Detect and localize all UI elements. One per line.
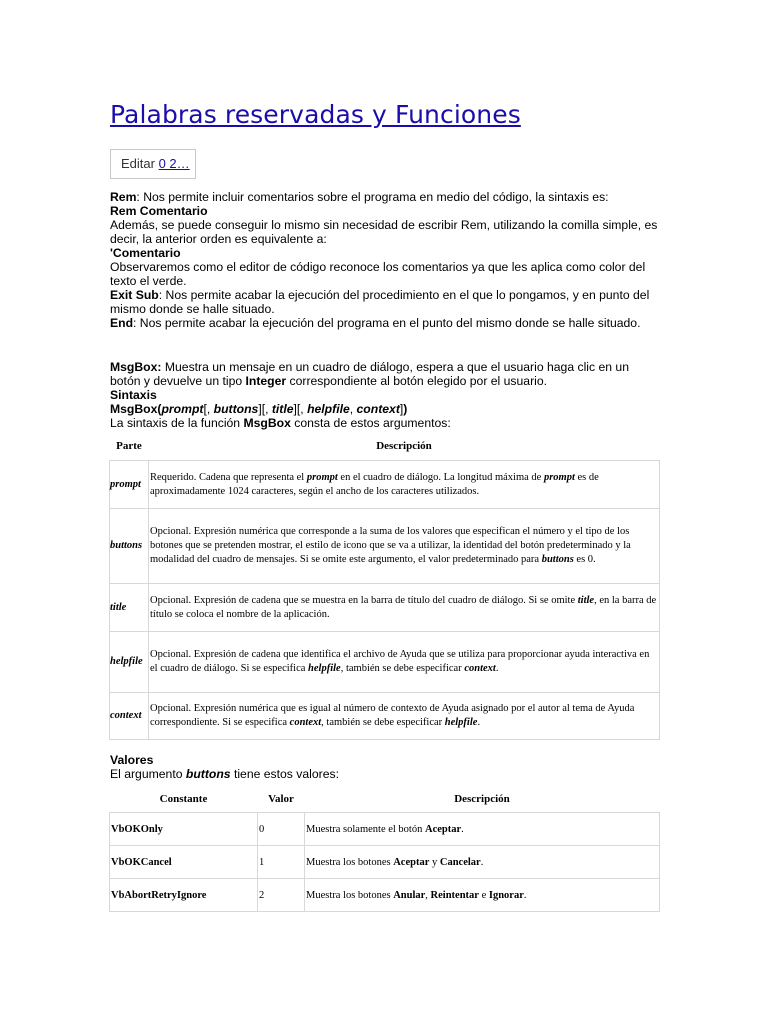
constant-name: VbOKCancel xyxy=(110,846,258,879)
exit-text: : Nos permite acabar la ejecución del procedimiento en el que lo pongamos, y en punto del mismo donde se halle situado. xyxy=(110,288,650,316)
desc-text: es 0. xyxy=(573,554,596,565)
args-text-1: La sintaxis de la función xyxy=(110,416,244,430)
header-descripcion: Descripción xyxy=(454,793,510,805)
table-row xyxy=(110,509,660,584)
msgbox-section xyxy=(110,360,660,430)
header-parte: Parte xyxy=(116,440,142,452)
desc-keyword: buttons xyxy=(541,554,574,565)
desc-text: Muestra los botones xyxy=(306,889,394,901)
desc-keyword: title xyxy=(577,594,595,606)
arg-name: buttons xyxy=(110,509,149,584)
desc-text: Opcional. Expresión de cadena que identifica el archivo de Ayuda que se utiliza para proporcionar ayuda interactiva en el cuadro de diálogo. Si se especifica xyxy=(150,649,650,674)
syntax-prompt: prompt xyxy=(161,402,204,416)
syntax-heading-text: Sintaxis xyxy=(110,388,157,402)
constant-description xyxy=(305,846,660,879)
desc-text: Muestra solamente el botón xyxy=(306,823,425,835)
args-text-2: consta de estos argumentos: xyxy=(290,416,451,430)
desc-text: . xyxy=(523,889,527,901)
button-name: Reintentar xyxy=(430,889,479,901)
desc-keyword: context xyxy=(289,717,322,728)
desc-text: e xyxy=(478,889,489,901)
arg-name: context xyxy=(110,693,149,740)
desc-text: Opcional. Expresión de cadena que se muestra en la barra de título del cuadro de diálogo. Si se omite xyxy=(150,594,578,606)
arg-name: helpfile xyxy=(110,632,149,693)
desc-text: . xyxy=(495,663,499,674)
button-name: Aceptar xyxy=(424,823,462,835)
syntax-buttons: buttons xyxy=(213,402,259,416)
desc-text: , xyxy=(425,889,431,901)
desc-keyword: prompt xyxy=(306,471,338,483)
rem-text: : Nos permite incluir comentarios sobre el programa en medio del código, la sintaxis es: xyxy=(136,190,609,204)
arguments-table xyxy=(109,432,660,740)
desc-keyword: helpfile xyxy=(308,663,341,674)
desc-text: . xyxy=(461,823,464,835)
desc-text: Opcional. Expresión numérica que corresponde a la suma de los valores que especifican el número y el tipo de los botones que se pretenden mostrar, el estilo de icono que se va a utilizar, la identidad del botón predeterminado y la modalidad del cuadro de mensajes. Si se omite este argumento, el valor predeterminado para xyxy=(150,526,631,565)
constant-value: 0 xyxy=(258,813,305,846)
syntax-sep-3: ][, xyxy=(293,402,308,416)
end-text: : Nos permite acabar la ejecución del programa en el punto del mismo donde se halle situado. xyxy=(133,316,641,330)
integer-term: Integer xyxy=(245,374,287,388)
desc-text: Requerido. Cadena que representa el xyxy=(150,471,307,483)
constant-description xyxy=(305,879,660,912)
constant-value: 2 xyxy=(258,879,305,912)
arg-description xyxy=(149,693,660,740)
desc-text: en el cuadro de diálogo. La longitud máxima de xyxy=(337,471,544,483)
edit-link[interactable]: 0 2… xyxy=(158,156,190,171)
desc-keyword: helpfile xyxy=(444,717,478,728)
comment-text: Observaremos como el editor de código reconoce los comentarios ya que les aplica como color del texto el verde. xyxy=(110,260,646,288)
syntax-close: ) xyxy=(403,402,408,416)
rem-paragraph xyxy=(110,190,660,204)
syntax-line xyxy=(110,402,660,416)
arg-description xyxy=(149,461,660,509)
valores-text-2: tiene estos valores: xyxy=(230,767,339,781)
valores-intro xyxy=(110,767,660,781)
button-name: Aceptar xyxy=(393,856,430,868)
end-term: End xyxy=(110,316,134,330)
rem-syntax-text: Rem Comentario xyxy=(110,204,208,218)
valores-heading-text: Valores xyxy=(110,753,154,767)
comment-syntax xyxy=(110,246,660,260)
valores-section xyxy=(110,753,660,781)
desc-text: . xyxy=(480,856,484,868)
constant-name: VbAbortRetryIgnore xyxy=(110,879,258,912)
syntax-helpfile: helpfile xyxy=(307,402,350,416)
syntax-heading xyxy=(110,388,660,402)
button-name: Anular xyxy=(393,889,426,901)
rem-syntax xyxy=(110,204,660,218)
table-row xyxy=(110,461,660,509)
arg-name: prompt xyxy=(110,461,149,509)
table-row xyxy=(110,846,660,879)
edit-box xyxy=(110,149,196,179)
constant-description xyxy=(305,813,660,846)
desc-text: Opcional. Expresión numérica que es igual al número de contexto de Ayuda asignado por el autor al tema de Ayuda correspondiente. Si se especifica xyxy=(150,703,635,728)
desc-text: y xyxy=(429,856,440,868)
syntax-sep-1: [, xyxy=(203,402,214,416)
syntax-title: title xyxy=(271,402,294,416)
desc-text: . xyxy=(477,717,481,728)
syntax-sep-4: , xyxy=(349,402,357,416)
button-name: Cancelar xyxy=(439,856,481,868)
desc-text: , en la barra de título se coloca el nombre de la aplicación. xyxy=(150,594,657,620)
table-row xyxy=(110,879,660,912)
valores-heading xyxy=(110,753,660,767)
header-valor: Valor xyxy=(268,793,294,805)
values-table xyxy=(109,786,660,912)
msgbox-text-2: correspondiente al botón elegido por el usuario. xyxy=(286,374,548,388)
edit-label: Editar xyxy=(121,156,155,171)
desc-text: es de aproximadamente 1024 caracteres, según el ancho de los caracteres utilizados. xyxy=(150,471,599,497)
header-descripcion: Descripción xyxy=(376,440,432,452)
desc-keyword: prompt xyxy=(543,471,575,483)
msgbox-term: MsgBox: xyxy=(110,360,162,374)
arg-name: title xyxy=(110,584,149,632)
constant-name: VbOKOnly xyxy=(110,813,258,846)
table-row xyxy=(110,693,660,740)
constant-value: 1 xyxy=(258,846,305,879)
exit-paragraph xyxy=(110,288,660,316)
intro-section xyxy=(110,190,660,330)
button-name: Ignorar xyxy=(488,889,524,901)
syntax-context: context xyxy=(356,402,400,416)
desc-text: , también se debe especificar xyxy=(321,717,445,728)
desc-text: , también se debe especificar xyxy=(340,663,465,674)
desc-text: Muestra los botones xyxy=(306,856,394,868)
exit-term: Exit Sub xyxy=(110,288,159,302)
syntax-sep-2: ][, xyxy=(258,402,272,416)
arg-description xyxy=(149,584,660,632)
syntax-fn: MsgBox( xyxy=(110,402,162,416)
valores-buttons: buttons xyxy=(185,767,231,781)
args-fn: MsgBox xyxy=(243,416,291,430)
rem-more: Además, se puede conseguir lo mismo sin necesidad de escribir Rem, utilizando la comilla simple, es decir, la anterior orden es equivalente a: xyxy=(110,218,658,246)
syntax-sep-5: ] xyxy=(399,402,404,416)
valores-text-1: El argumento xyxy=(110,767,186,781)
rem-term: Rem xyxy=(110,190,137,204)
arg-description xyxy=(149,509,660,584)
desc-keyword: context xyxy=(464,663,496,674)
arg-description xyxy=(149,632,660,693)
comment-syntax-text: 'Comentario xyxy=(110,246,181,260)
msgbox-paragraph xyxy=(110,360,660,388)
end-paragraph xyxy=(110,316,660,330)
table-row xyxy=(110,632,660,693)
table-row xyxy=(110,584,660,632)
args-intro xyxy=(110,416,660,430)
table-header-row xyxy=(110,786,660,813)
header-constante: Constante xyxy=(159,793,208,805)
table-header-row xyxy=(110,432,660,461)
msgbox-text-1: Muestra un mensaje en un cuadro de diálogo, espera a que el usuario haga clic en un botón y devuelve un tipo xyxy=(110,360,629,388)
page-title[interactable]: Palabras reservadas y Funciones xyxy=(110,100,521,129)
table-row xyxy=(110,813,660,846)
